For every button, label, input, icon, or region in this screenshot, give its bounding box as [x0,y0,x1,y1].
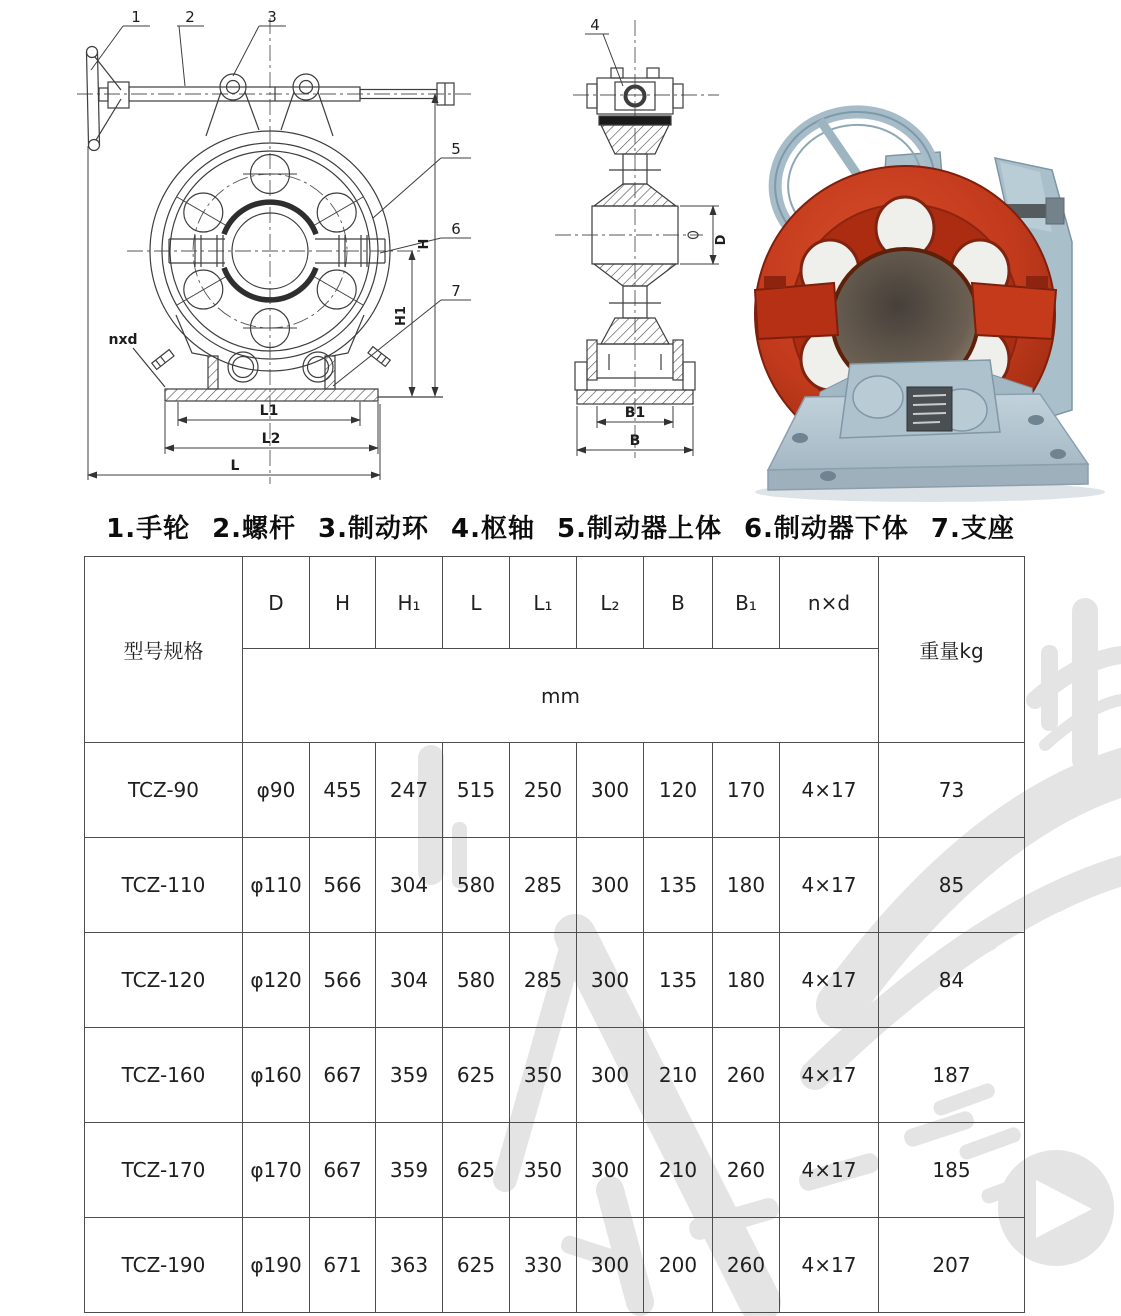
col-header-l2: L₂ [577,557,644,649]
value-cell-h: 566 [310,838,376,933]
value-cell-b1: 180 [713,838,780,933]
value-cell-h1: 363 [376,1218,443,1313]
value-cell-b1: 180 [713,933,780,1028]
spec-table [84,556,1025,1313]
col-header-l1: L₁ [510,557,577,649]
value-cell-h1: 304 [376,838,443,933]
value-cell-h: 566 [310,933,376,1028]
dim-label-h1: H1 [394,306,409,326]
value-cell-d: φ160 [243,1028,310,1123]
value-cell-b: 200 [644,1218,713,1313]
value-cell-nxd: 4×17 [780,1028,879,1123]
value-cell-b: 135 [644,838,713,933]
value-cell-d: φ190 [243,1218,310,1313]
value-cell-nxd: 4×17 [780,1218,879,1313]
legend-item-screw: 2.螺杆 [212,514,297,544]
legend-item-upper-body: 5.制动器上体 [556,514,722,544]
value-cell-l: 515 [443,743,510,838]
weight-cell: 85 [879,838,1025,933]
table-row [85,1218,1025,1313]
value-cell-h1: 359 [376,1123,443,1218]
callout-5: 5 [451,140,461,158]
dim-label-b: B [629,433,641,449]
callout-7: 7 [451,282,461,300]
callout-2: 2 [185,8,195,26]
weight-cell: 207 [879,1218,1025,1313]
col-header-model: 型号规格 [85,557,243,743]
model-cell: TCZ-90 [85,743,243,838]
dim-label-b1: B1 [624,405,646,421]
value-cell-b1: 260 [713,1123,780,1218]
table-row [85,743,1025,838]
dim-label-nxd: nxd [108,332,138,348]
value-cell-l1: 330 [510,1218,577,1313]
value-cell-b: 120 [644,743,713,838]
value-cell-l: 625 [443,1123,510,1218]
weight-cell: 187 [879,1028,1025,1123]
weight-cell: 84 [879,933,1025,1028]
value-cell-l2: 300 [577,1218,644,1313]
value-cell-nxd: 4×17 [780,933,879,1028]
value-cell-l2: 300 [577,1028,644,1123]
value-cell-h1: 359 [376,1028,443,1123]
value-cell-h: 671 [310,1218,376,1313]
value-cell-h: 455 [310,743,376,838]
value-cell-h1: 247 [376,743,443,838]
dim-label-h: H [417,238,432,250]
value-cell-nxd: 4×17 [780,1123,879,1218]
value-cell-l: 580 [443,838,510,933]
callout-3: 3 [267,8,277,26]
value-cell-h1: 304 [376,933,443,1028]
model-cell: TCZ-120 [85,933,243,1028]
value-cell-nxd: 4×17 [780,838,879,933]
weight-cell: 73 [879,743,1025,838]
nameplate [907,387,952,431]
value-cell-b1: 170 [713,743,780,838]
value-cell-h: 667 [310,1028,376,1123]
callout-1: 1 [131,8,141,26]
value-cell-l1: 350 [510,1123,577,1218]
product-photo [700,92,1120,504]
col-header-l: L [443,557,510,649]
col-header-d: D [243,557,310,649]
legend-item-pivot: 4.枢轴 [451,514,535,544]
weight-cell: 185 [879,1123,1025,1218]
legend-item-support: 7.支座 [930,514,1015,544]
technical-drawing-front-view [75,6,475,488]
dim-label-l1: L1 [259,403,279,419]
value-cell-l: 625 [443,1028,510,1123]
value-cell-d: φ110 [243,838,310,933]
col-header-b: B [644,557,713,649]
value-cell-nxd: 4×17 [780,743,879,838]
value-cell-b: 210 [644,1123,713,1218]
parts-legend [0,508,1121,545]
col-header-b1: B₁ [713,557,780,649]
spec-table-body [85,743,1025,1313]
table-row [85,1123,1025,1218]
unit-cell: mm [243,649,879,743]
value-cell-l1: 285 [510,933,577,1028]
model-cell: TCZ-190 [85,1218,243,1313]
model-cell: TCZ-110 [85,838,243,933]
value-cell-b1: 260 [713,1028,780,1123]
col-header-nxd: n×d [780,557,879,649]
value-cell-b: 135 [644,933,713,1028]
value-cell-d: φ90 [243,743,310,838]
value-cell-l: 580 [443,933,510,1028]
table-row [85,933,1025,1028]
value-cell-l2: 300 [577,1123,644,1218]
table-row [85,838,1025,933]
table-row [85,1028,1025,1123]
value-cell-b1: 260 [713,1218,780,1313]
value-cell-l2: 300 [577,933,644,1028]
value-cell-h: 667 [310,1123,376,1218]
legend-item-brake-ring: 3.制动环 [318,514,430,544]
value-cell-l2: 300 [577,743,644,838]
value-cell-l1: 350 [510,1028,577,1123]
model-cell: TCZ-170 [85,1123,243,1218]
col-header-weight: 重量kg [879,557,1025,743]
dim-label-d: D [714,234,729,246]
legend-item-lower-body: 6.制动器下体 [743,514,909,544]
col-header-h: H [310,557,376,649]
value-cell-d: φ170 [243,1123,310,1218]
value-cell-l2: 300 [577,838,644,933]
col-header-h1: H₁ [376,557,443,649]
callout-6: 6 [451,220,461,238]
model-cell: TCZ-160 [85,1028,243,1123]
value-cell-l: 625 [443,1218,510,1313]
dim-label-l2: L2 [261,431,281,447]
value-cell-b: 210 [644,1028,713,1123]
callout-4: 4 [590,16,600,34]
value-cell-l1: 285 [510,838,577,933]
value-cell-d: φ120 [243,933,310,1028]
dim-label-l: L [230,458,240,474]
legend-item-handwheel: 1.手轮 [106,514,191,544]
value-cell-l1: 250 [510,743,577,838]
